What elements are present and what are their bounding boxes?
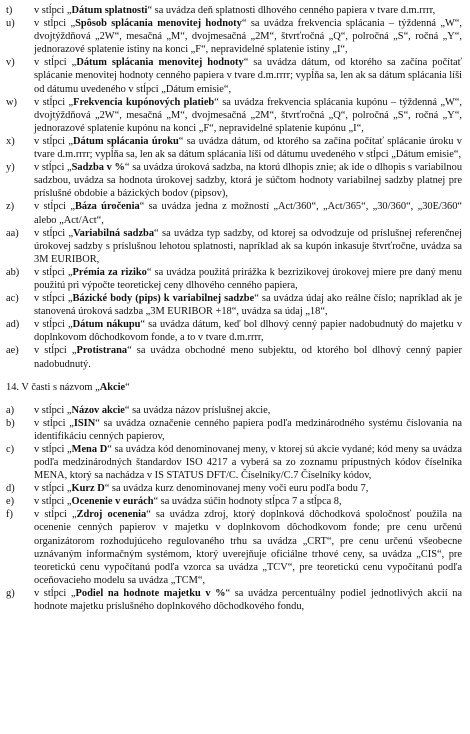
section-number: 14.: [6, 381, 19, 393]
list-item-text: [34, 344, 462, 370]
text-segment: “ sa uvádza frekvencia splácania kupónu – týždenná „W“, dvojtýždňová „2W“, mesačná „M“, dvojmesačná „2M“, štvrťročná „Q“, polročná „S“, ročná „Y“, jednorazové splatenie kupónu na konci „F“, nepravidelné splatenie kupónu „I“,: [34, 96, 463, 134]
list-item-text: [34, 292, 462, 318]
column-name: Kurz D: [71, 483, 105, 495]
text-segment: v stĺpci „: [34, 135, 73, 147]
list-item: [6, 443, 462, 482]
list-item-marker: v): [6, 57, 15, 69]
list-item-marker: y): [6, 162, 15, 174]
list-item-text: [34, 318, 462, 344]
text-segment: v stĺpci „: [34, 201, 75, 213]
text-segment: “ sa uvádza kód denominovanej meny, v ktorej sú akcie vydané; kód meny sa uvádza podľa medzinárodných štandardov ISO 4217 a vyberá sa zo zoznamu prípustných kódov číselníka MENA, ktorý sa nachádza v IS STATUS DFT/C. Číselníky/C.7 Číselníky kódov,: [34, 443, 463, 482]
text-segment: v stĺpci „: [34, 18, 76, 30]
list-item-text: [34, 266, 462, 292]
list-item-text: [34, 227, 462, 266]
column-name: Názov akcie: [71, 404, 125, 416]
list-item-text: [34, 4, 462, 17]
column-name: Podiel na hodnote majetku v %: [75, 587, 226, 599]
list-item: [6, 56, 462, 95]
list-item-text: [34, 200, 462, 226]
list-item: [6, 482, 462, 495]
list-item: [6, 587, 462, 613]
column-name: Spôsob splácania menovitej hodnoty: [75, 18, 242, 30]
text-segment: v stĺpci „: [34, 417, 74, 429]
list-item-marker: d): [6, 483, 15, 495]
column-name: Frekvencia kupónových platieb: [73, 96, 215, 108]
column-name: Zdroj ocenenia: [76, 509, 147, 521]
text-segment: “ sa uvádza zdroj, ktorý doplnková dôchodková spoločnosť použila na ocenenie cenných papierov v majetku v doplnkovom dôchodkovom fonde; pre cenu určenú organizátorom rozhodujúceho regulovaného trhu sa uvádza „CRT“, pre cenu určenú všeobecne uznávaným informačným systémom, ktorý uverejňuje oficiálne trhové ceny, sa uvádza „CIS“, pre teoretickú cenu vypočítanú podľa vzorca sa uvádza „TCV“, pre teoretickú cenu vypočítanú podľa oceňovacieho modelu sa uvádza „TCM“,: [34, 509, 462, 586]
list-item: [6, 266, 462, 292]
column-name: Variabilná sadzba: [73, 227, 155, 239]
text-segment: v stĺpci „: [34, 266, 73, 278]
list-item-marker: ab): [6, 266, 20, 278]
list-item-marker: u): [6, 18, 15, 30]
section-heading: [6, 381, 462, 394]
list-item: [6, 344, 462, 370]
text-segment: “ sa uvádza súčin hodnoty stĺpca 7 a stĺpca 8,: [153, 496, 342, 508]
text-segment: “ sa uvádza použitá prirážka k bezrizikovej úrokovej miere pre daný menu použitú pri výpočte teoretickej ceny dlhového cenného papiera,: [34, 266, 462, 291]
text-segment: “ sa uvádza dátum, od ktorého sa začína počítať splácanie menovitej hodnoty cenného papiera v tvare d.m.rrrr; vypĺňa sa, len ak sa dátum splácania líši od dátumu uvedeného v stĺpci „Dátum emisie“,: [34, 57, 463, 95]
list-item-marker: ad): [6, 319, 20, 331]
text-segment: v stĺpci „: [34, 319, 73, 331]
list-item: [6, 4, 462, 17]
column-name: Prémia za riziko: [72, 266, 147, 278]
list-item-marker: f): [6, 509, 13, 521]
list-item: [6, 200, 462, 226]
list-item: [6, 318, 462, 344]
list-item: [6, 135, 462, 161]
list-item: [6, 292, 462, 318]
column-name: Dátum nákupu: [72, 319, 141, 331]
list-item-marker: c): [6, 443, 15, 455]
list-item-marker: w): [6, 96, 17, 108]
list-block-shares: [6, 404, 462, 614]
column-name: Protistrana: [76, 345, 128, 357]
list-item-marker: g): [6, 587, 15, 599]
list-item: [6, 96, 462, 135]
section-title-prefix: V časti s názvom „: [21, 381, 100, 393]
list-item-text: [34, 508, 462, 587]
list-item-marker: ae): [6, 345, 19, 357]
section-title-suffix: “: [125, 381, 130, 393]
list-item: [6, 404, 462, 417]
text-segment: “ sa uvádza označenie cenného papiera podľa medzinárodného systému číslovania na identifikáciu cenných papierov,: [34, 417, 462, 442]
list-item: [6, 508, 462, 587]
list-item-text: [34, 404, 462, 417]
list-item: [6, 417, 462, 443]
text-segment: “ sa uvádza názov príslušnej akcie,: [124, 404, 271, 416]
list-item-text: [34, 495, 462, 508]
text-segment: “ sa uvádza obchodné meno subjektu, od ktorého bol dlhový cenný papier nadobudnutý.: [34, 345, 462, 370]
section-title-name: Akcie: [99, 381, 126, 393]
text-segment: v stĺpci „: [34, 443, 72, 455]
column-name: Bázické body (pips) k variabilnej sadzbe: [72, 293, 255, 305]
list-item-marker: x): [6, 135, 15, 147]
list-item-text: [34, 482, 462, 495]
text-segment: v stĺpci „: [34, 509, 77, 521]
text-segment: v stĺpci „: [34, 404, 72, 416]
list-item-text: [34, 587, 462, 613]
list-item-marker: e): [6, 496, 15, 508]
list-item-marker: a): [6, 404, 15, 416]
list-item-text: [34, 56, 462, 95]
list-item-text: [34, 96, 462, 135]
column-name: ISIN: [73, 417, 96, 429]
text-segment: v stĺpci „: [34, 227, 74, 239]
text-segment: “ sa uvádza percentuálny podiel jednotlivých akcií na hodnote majetku príslušného doplnkového dôchodkového fondu,: [34, 587, 463, 613]
text-segment: v stĺpci „: [34, 96, 74, 108]
text-segment: “ sa uvádza úroková sadzba, na ktorú dlhopis znie; ak ide o dlhopis s variabilnou sadzbou, uvádza sa hodnota úrokovej sadzby, ktorá je súčtom hodnoty variabilnej sadzby platnej pre príslušné obdobie a bázických bodov (pipsov),: [34, 162, 463, 200]
text-segment: v stĺpci „: [34, 345, 77, 357]
list-item-text: [34, 17, 462, 56]
text-segment: v stĺpci „: [34, 496, 72, 508]
list-item: [6, 227, 462, 266]
list-item: [6, 495, 462, 508]
list-item: [6, 161, 462, 200]
text-segment: v stĺpci „: [34, 483, 72, 495]
list-item-marker: z): [6, 201, 15, 213]
list-block-debt-securities: [6, 4, 462, 371]
list-item-marker: t): [6, 5, 13, 16]
column-name: Sadzba v %: [71, 162, 125, 174]
list-item-marker: ac): [6, 293, 19, 305]
text-segment: v stĺpci „: [34, 57, 77, 69]
column-name: Dátum splatnosti: [71, 5, 148, 16]
column-name: Dátum splácania menovitej hodnoty: [76, 57, 244, 69]
text-segment: v stĺpci „: [34, 5, 72, 16]
text-segment: v stĺpci „: [34, 162, 72, 174]
list-item-text: [34, 135, 462, 161]
text-segment: “ sa uvádza deň splatnosti dlhového cenného papiera v tvare d.m.rrrr,: [147, 5, 436, 16]
list-item-marker: aa): [6, 227, 19, 239]
text-segment: “ sa uvádza jedna z možností „Act/360“, „Act/365“, „30/360“, „30E/360“ alebo „Act/Act“,: [34, 201, 463, 226]
text-segment: “ sa uvádza dátum, od ktorého sa začína počítať splácanie úroku v tvare d.m.rrrr; vypĺňa sa, len ak sa dátum splácania líši od dátumu uvedeného v stĺpci „Dátum emisie“,: [34, 135, 462, 161]
list-item-text: [34, 161, 462, 200]
text-segment: v stĺpci „: [34, 293, 73, 305]
list-item-text: [34, 443, 462, 482]
text-segment: “ sa uvádza typ sadzby, od ktorej sa odvodzuje od príslušnej referenčnej úrokovej sadzby s príslušnou lehotou splatnosti, napríklad ak sa kupón inkasuje štvrťročne, uvádza sa 3M EURIBOR,: [34, 227, 462, 265]
column-name: Mena D: [71, 443, 108, 455]
list-item: [6, 17, 462, 56]
text-segment: “ sa uvádza údaj ako reálne číslo; napríklad ak je stanovená úroková sadzba „3M EURIBOR +18“, uvádza sa údaj „18“,: [34, 293, 462, 318]
text-segment: “ sa uvádza dátum, keď bol dlhový cenný papier nadobudnutý do majetku v doplnkovom dôchodkovom fonde, a to v tvare d.m.rrrr,: [34, 319, 463, 344]
text-segment: v stĺpci „: [34, 587, 76, 599]
column-name: Ocenenie v eurách: [71, 496, 154, 508]
column-name: Báza úročenia: [74, 201, 140, 213]
text-segment: “ sa uvádza kurz denominovanej meny voči euru podľa bodu 7,: [104, 483, 369, 495]
text-segment: “ sa uvádza frekvencia splácania – týždenná „W“, dvojtýždňová „2W“, mesačná „M“, dvojmesačná „2M“, štvrťročná „Q“, polročná „S“, ročná „Y“, jednorazové splatenie istiny na konci „F“, nepravidelné splatenie istiny „I“,: [34, 18, 463, 56]
list-item-text: [34, 417, 462, 443]
list-item-marker: b): [6, 417, 15, 429]
column-name: Dátum splácania úroku: [73, 135, 179, 147]
